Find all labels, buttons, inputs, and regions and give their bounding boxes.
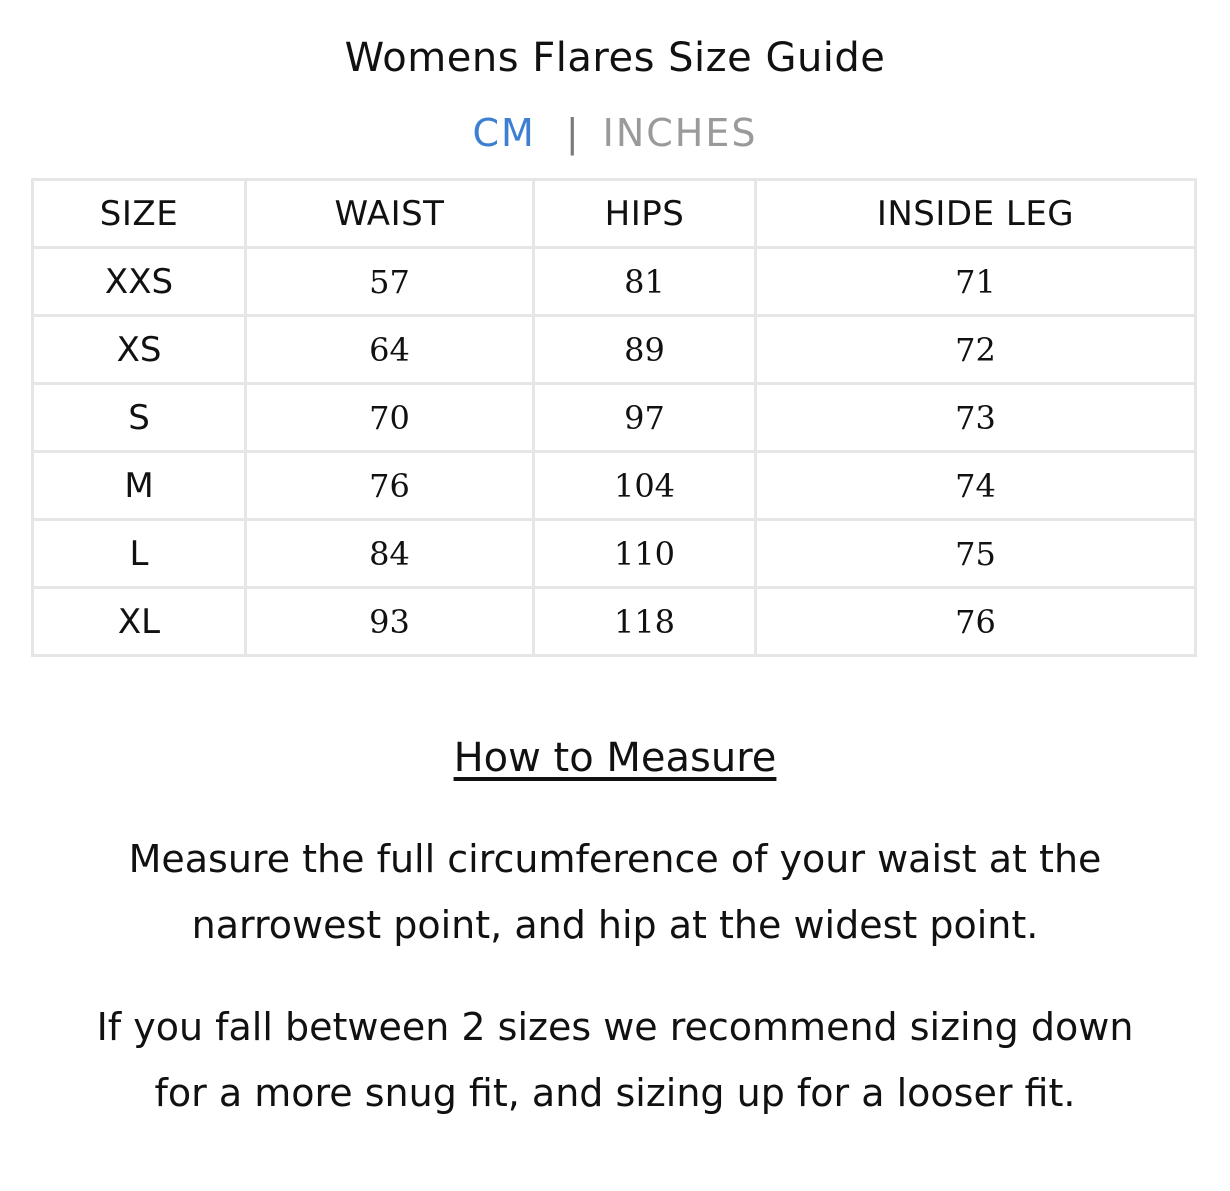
inside-leg-cell: 74 — [756, 452, 1196, 520]
measure-instructions-line: narrowest point, and hip at the widest point. — [191, 903, 1039, 947]
size-cell: XL — [33, 588, 246, 656]
column-header-waist: WAIST — [246, 180, 534, 248]
hips-cell: 81 — [534, 248, 756, 316]
inside-leg-cell: 72 — [756, 316, 1196, 384]
hips-cell: 97 — [534, 384, 756, 452]
size-cell: L — [33, 520, 246, 588]
size-table — [31, 178, 1197, 657]
waist-cell: 93 — [246, 588, 534, 656]
unit-inches-tab[interactable]: INCHES — [602, 111, 758, 155]
table-row — [33, 248, 1196, 316]
unit-cm-tab[interactable]: CM — [472, 111, 536, 155]
sizing-advice-line: If you fall between 2 sizes we recommend sizing down — [96, 1005, 1134, 1049]
size-cell: XS — [33, 316, 246, 384]
hips-cell: 110 — [534, 520, 756, 588]
table-row — [33, 384, 1196, 452]
inside-leg-cell: 73 — [756, 384, 1196, 452]
column-header-inside-leg: INSIDE LEG — [756, 180, 1196, 248]
waist-cell: 64 — [246, 316, 534, 384]
column-header-hips: HIPS — [534, 180, 756, 248]
table-row — [33, 588, 1196, 656]
waist-cell: 57 — [246, 248, 534, 316]
how-to-measure-heading-text: How to Measure — [453, 735, 777, 781]
table-row — [33, 316, 1196, 384]
waist-cell: 84 — [246, 520, 534, 588]
inside-leg-cell: 71 — [756, 248, 1196, 316]
inside-leg-cell: 76 — [756, 588, 1196, 656]
measure-instructions-line: Measure the full circumference of your waist at the — [128, 837, 1102, 881]
inside-leg-cell: 75 — [756, 520, 1196, 588]
size-cell: S — [33, 384, 246, 452]
waist-cell: 70 — [246, 384, 534, 452]
waist-cell: 76 — [246, 452, 534, 520]
size-cell: M — [33, 452, 246, 520]
size-cell: XXS — [33, 248, 246, 316]
table-row — [33, 452, 1196, 520]
table-header-row — [33, 180, 1196, 248]
table-row — [33, 520, 1196, 588]
hips-cell: 118 — [534, 588, 756, 656]
measure-instructions — [40, 826, 1190, 958]
column-header-size: SIZE — [33, 180, 246, 248]
page-title: Womens Flares Size Guide — [344, 35, 886, 81]
unit-separator: | — [565, 111, 581, 155]
unit-toggle — [0, 108, 1230, 158]
sizing-advice-line: for a more snug fit, and sizing up for a looser fit. — [154, 1071, 1076, 1115]
sizing-advice — [40, 994, 1190, 1126]
hips-cell: 104 — [534, 452, 756, 520]
hips-cell: 89 — [534, 316, 756, 384]
how-to-measure-heading — [0, 732, 1230, 784]
